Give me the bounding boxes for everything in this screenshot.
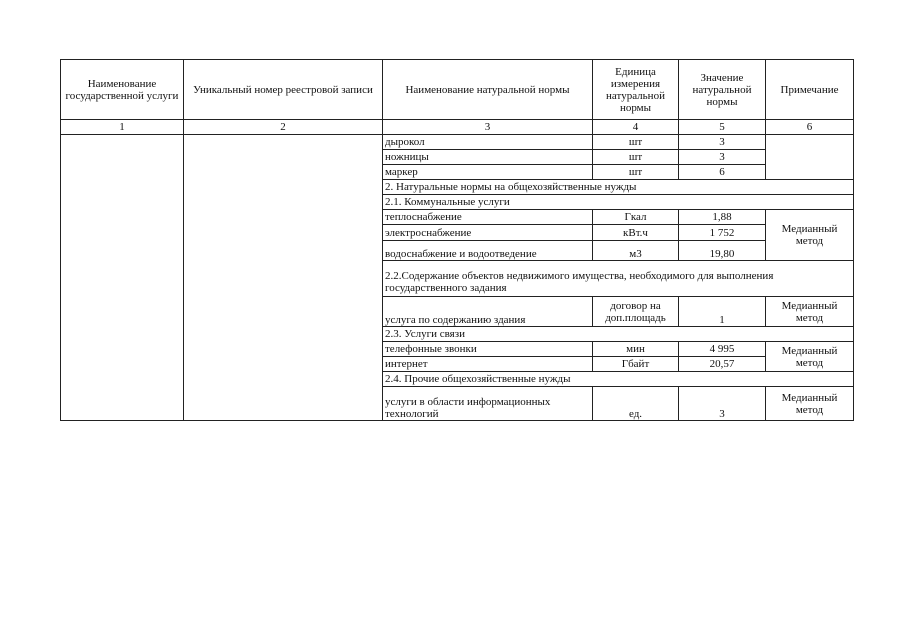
header-unit: Единица измерения натуральной нормы <box>593 60 679 120</box>
norm-unit: шт <box>593 165 679 180</box>
norm-unit: Гкал <box>593 210 679 225</box>
header-row <box>61 60 854 120</box>
registry-number-cell <box>184 135 383 421</box>
norm-name: телефонные звонки <box>383 342 593 357</box>
norm-name: ножницы <box>383 150 593 165</box>
header-service-name: Наименование государственной услуги <box>61 60 184 120</box>
col-number: 3 <box>383 120 593 135</box>
norm-unit: договор на доп.площадь <box>593 297 679 327</box>
norm-value: 4 995 <box>679 342 766 357</box>
col-number: 4 <box>593 120 679 135</box>
norm-unit: мин <box>593 342 679 357</box>
norm-value: 19,80 <box>679 241 766 261</box>
norm-name: дырокол <box>383 135 593 150</box>
norm-name: услуги в области информационных технологий <box>383 387 593 421</box>
norm-unit: м3 <box>593 241 679 261</box>
norm-name: электроснабжение <box>383 225 593 241</box>
norm-value: 3 <box>679 387 766 421</box>
service-name-cell <box>61 135 184 421</box>
norm-unit: Гбайт <box>593 357 679 372</box>
column-numbers-row <box>61 120 854 135</box>
col-number: 2 <box>184 120 383 135</box>
note-cell: Медианный метод <box>766 342 854 372</box>
note-cell-empty <box>766 135 854 180</box>
norm-value: 1,88 <box>679 210 766 225</box>
norm-unit: кВт.ч <box>593 225 679 241</box>
norm-value: 1 752 <box>679 225 766 241</box>
norm-value: 6 <box>679 165 766 180</box>
norm-name: интернет <box>383 357 593 372</box>
section-heading: 2.1. Коммунальные услуги <box>383 195 854 210</box>
norm-name: водоснабжение и водоотведение <box>383 241 593 261</box>
norm-value: 3 <box>679 135 766 150</box>
col-number: 6 <box>766 120 854 135</box>
header-registry-number: Уникальный номер реестровой записи <box>184 60 383 120</box>
norm-unit: шт <box>593 135 679 150</box>
section-heading: 2. Натуральные нормы на общехозяйственные нужды <box>383 180 854 195</box>
norm-name: услуга по содержанию здания <box>383 297 593 327</box>
note-cell: Медианный метод <box>766 297 854 327</box>
norm-value: 1 <box>679 297 766 327</box>
table-row <box>61 135 854 150</box>
norm-unit: шт <box>593 150 679 165</box>
col-number: 1 <box>61 120 184 135</box>
section-heading: 2.3. Услуги связи <box>383 327 854 342</box>
norm-value: 3 <box>679 150 766 165</box>
section-heading: 2.4. Прочие общехозяйственные нужды <box>383 372 854 387</box>
norm-name: теплоснабжение <box>383 210 593 225</box>
norm-value: 20,57 <box>679 357 766 372</box>
norms-table <box>60 59 854 421</box>
norm-name: маркер <box>383 165 593 180</box>
header-note: Примечание <box>766 60 854 120</box>
header-norm-name: Наименование натуральной нормы <box>383 60 593 120</box>
col-number: 5 <box>679 120 766 135</box>
section-heading: 2.2.Содержание объектов недвижимого имущества, необходимого для выполнения государственного задания <box>383 261 854 297</box>
note-cell: Медианный метод <box>766 210 854 261</box>
header-value: Значение натуральной нормы <box>679 60 766 120</box>
note-cell: Медианный метод <box>766 387 854 421</box>
norm-unit: ед. <box>593 387 679 421</box>
